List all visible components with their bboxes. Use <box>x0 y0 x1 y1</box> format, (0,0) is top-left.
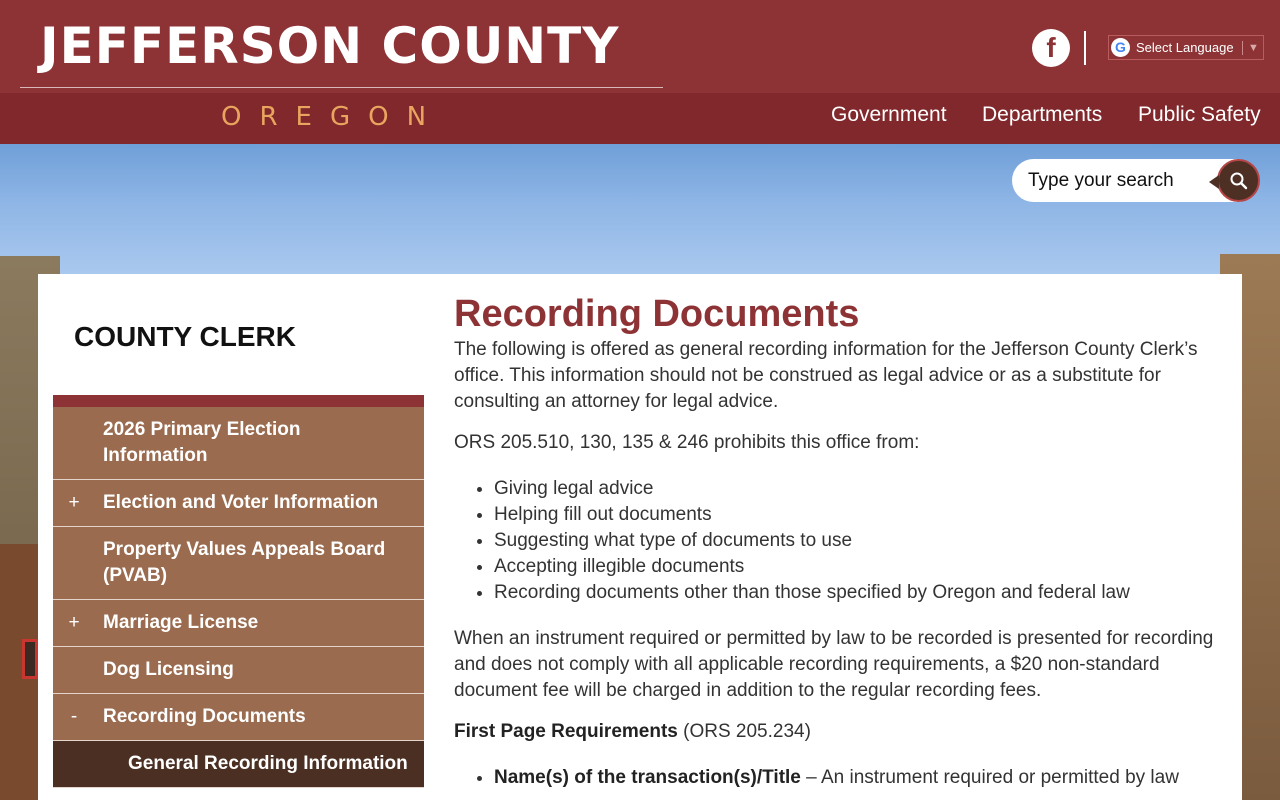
requirement-title: Name(s) of the transaction(s)/Title <box>494 767 801 788</box>
hero-window <box>22 639 38 679</box>
collapse-icon[interactable]: - <box>70 706 78 727</box>
sidebar-item-label: Recording Documents <box>103 706 306 727</box>
sidebar-item-recording-documents[interactable] <box>53 694 424 741</box>
language-select[interactable] <box>1108 35 1264 60</box>
google-glyph: G <box>1115 39 1126 55</box>
sidebar-item-label: Property Values Appeals Board (PVAB) <box>103 539 386 586</box>
sidebar-item-label: Marriage License <box>103 612 259 633</box>
sidebar-item-dog-licensing[interactable] <box>53 647 424 694</box>
list-item: • Accepting illegible documents <box>494 554 1224 580</box>
search-button[interactable] <box>1217 159 1260 202</box>
requirements-list <box>494 765 1224 791</box>
site-header <box>0 0 1280 144</box>
logo-divider <box>20 87 663 88</box>
search-icon <box>1229 171 1249 191</box>
header-divider <box>1084 31 1086 65</box>
list-item: • Recording documents other than those specified by Oregon and federal law <box>494 580 1224 606</box>
search-input[interactable]: Type your search <box>1028 170 1174 191</box>
intro-paragraph: The following is offered as general recording information for the Jefferson County Clerk’s office. This information should not be construed as legal advice or as a substitute for consulting an attorney for legal advice. <box>454 339 1198 412</box>
expand-icon[interactable]: + <box>68 492 80 513</box>
sidebar-item-election-voter-info[interactable] <box>53 480 424 527</box>
search-box[interactable] <box>1012 159 1259 202</box>
fee-paragraph: When an instrument required or permitted by law to be recorded is presented for recording and does not comply with all applicable recording requirements, a $20 non-standard document fee will be charged in addition to the regular recording fees. <box>454 628 1214 701</box>
list-item: • Helping fill out documents <box>494 502 1224 528</box>
nav-departments[interactable]: Departments <box>982 103 1103 126</box>
language-select-separator <box>1242 41 1243 55</box>
sidebar-subitem-general-recording[interactable] <box>53 741 424 788</box>
first-page-heading-line <box>454 719 1224 745</box>
sidebar-item-marriage-license[interactable] <box>53 600 424 647</box>
site-logo-title[interactable]: JEFFERSON COUNTY <box>40 17 620 75</box>
list-item <box>494 765 1224 791</box>
sidebar-top-bar <box>53 395 424 407</box>
first-page-heading: First Page Requirements <box>454 721 678 742</box>
nav-government[interactable]: Government <box>831 103 947 126</box>
sidebar-item-label: Dog Licensing <box>103 659 234 680</box>
sidebar-item-label: General Recording Information <box>128 753 408 774</box>
sidebar-nav <box>53 407 424 788</box>
hero-building-left <box>0 544 38 800</box>
ors-paragraph: ORS 205.510, 130, 135 & 246 prohibits this office from: <box>454 432 920 453</box>
requirement-text: – An instrument required or permitted by law <box>800 767 1179 788</box>
prohibited-list <box>494 476 1224 606</box>
sidebar-item-label: 2026 Primary Election Information <box>103 419 301 466</box>
google-translate-icon <box>1111 38 1130 57</box>
sidebar-item-primary-election[interactable] <box>53 407 424 480</box>
facebook-icon[interactable] <box>1032 29 1070 67</box>
facebook-glyph: f <box>1046 32 1056 63</box>
list-item: • Suggesting what type of documents to use <box>494 528 1224 554</box>
site-logo-subtitle: OREGON <box>221 102 445 132</box>
sidebar-item-pvab[interactable] <box>53 527 424 600</box>
first-page-reference: (ORS 205.234) <box>677 721 811 742</box>
sidebar-title: COUNTY CLERK <box>74 321 296 352</box>
list-item: • Giving legal advice <box>494 476 1224 502</box>
expand-icon[interactable]: + <box>68 612 80 633</box>
page-title: Recording Documents <box>454 293 860 335</box>
sidebar-item-label: Election and Voter Information <box>103 492 379 513</box>
chevron-down-icon: ▼ <box>1248 42 1259 54</box>
nav-public-safety[interactable]: Public Safety <box>1138 103 1261 126</box>
language-select-label: Select Language <box>1136 40 1234 55</box>
content-panel <box>38 274 1242 800</box>
